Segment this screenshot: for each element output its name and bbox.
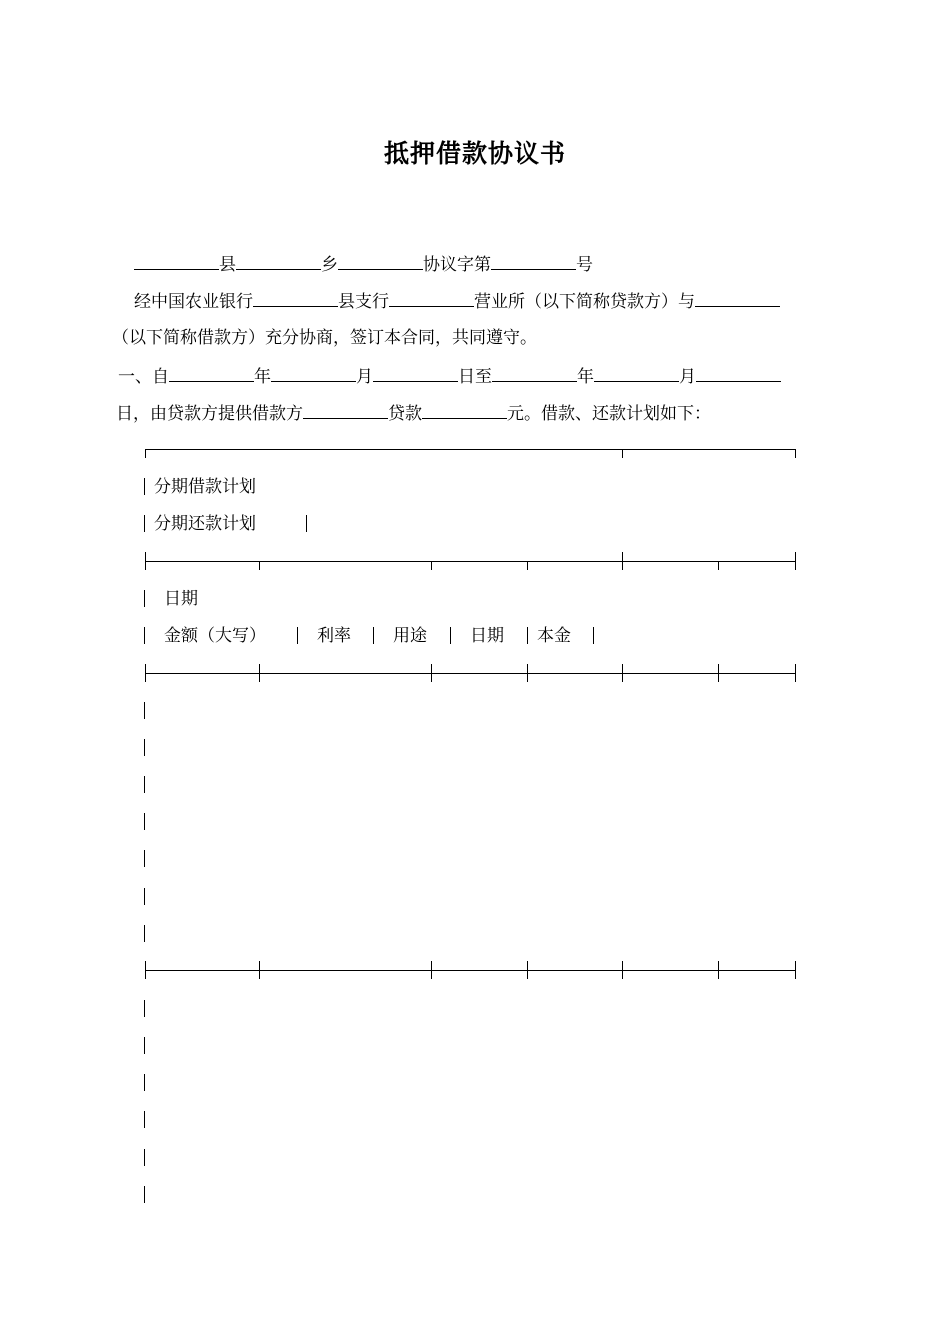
col-header-rate: 利率 bbox=[317, 626, 351, 646]
day-to-label: 日至 bbox=[458, 367, 492, 387]
empty-row-bar[interactable] bbox=[144, 1074, 145, 1091]
sep-tick bbox=[145, 552, 146, 570]
empty-row-bar[interactable] bbox=[144, 850, 145, 867]
clause-1-line-2-prefix: 日，由贷款方提供借款方 bbox=[116, 404, 303, 424]
empty-row-bar[interactable] bbox=[144, 1186, 145, 1203]
row-bar bbox=[144, 515, 145, 532]
amount-suffix: 元。借款、还款计划如下： bbox=[507, 404, 711, 424]
office-label: 营业所（以下简称贷款方）与 bbox=[474, 292, 695, 312]
county-branch-label: 县支行 bbox=[338, 292, 389, 312]
empty-row-bar[interactable] bbox=[144, 1149, 145, 1166]
table-top-border bbox=[145, 449, 795, 450]
sep-tick bbox=[718, 561, 719, 570]
empty-row-bar[interactable] bbox=[144, 925, 145, 942]
sep-tick bbox=[795, 552, 796, 570]
clause-1-prefix: 一、自 bbox=[118, 367, 169, 387]
year-label-2: 年 bbox=[577, 367, 594, 387]
agreement-no-suffix: 号 bbox=[576, 255, 593, 275]
col-header-use: 用途 bbox=[393, 626, 427, 646]
sep-tick bbox=[259, 664, 260, 682]
row-bar bbox=[144, 478, 145, 495]
sep-tick bbox=[622, 552, 623, 570]
sep-tick bbox=[431, 561, 432, 570]
table-separator-1 bbox=[145, 561, 795, 562]
row-bar bbox=[144, 590, 145, 607]
sep-tick bbox=[622, 664, 623, 682]
sep-tick bbox=[622, 961, 623, 979]
sep-tick bbox=[718, 961, 719, 979]
col-header-date: 日期 bbox=[164, 589, 198, 609]
sep-tick bbox=[145, 664, 146, 682]
loan-label: 贷款 bbox=[388, 404, 422, 424]
empty-row-bar[interactable] bbox=[144, 702, 145, 719]
row-bar bbox=[450, 627, 451, 644]
table-separator-3 bbox=[145, 970, 795, 971]
sep-tick bbox=[259, 961, 260, 979]
document-title: 抵押借款协议书 bbox=[383, 139, 566, 168]
table-corner-tm bbox=[622, 449, 623, 458]
sep-tick bbox=[527, 561, 528, 570]
sep-tick bbox=[431, 961, 432, 979]
sep-tick bbox=[431, 664, 432, 682]
empty-row-bar[interactable] bbox=[144, 739, 145, 756]
row-bar bbox=[527, 627, 528, 644]
township-label: 乡 bbox=[321, 255, 338, 275]
sep-tick bbox=[259, 561, 260, 570]
row-bar bbox=[306, 515, 307, 532]
col-header-date-2: 日期 bbox=[470, 626, 504, 646]
repay-plan-header: 分期还款计划 bbox=[154, 514, 256, 534]
sep-tick bbox=[527, 961, 528, 979]
row-bar bbox=[373, 627, 374, 644]
table-corner-tr bbox=[795, 449, 796, 458]
sep-tick bbox=[527, 664, 528, 682]
empty-row-bar[interactable] bbox=[144, 1037, 145, 1054]
empty-row-bar[interactable] bbox=[144, 1000, 145, 1017]
bank-label: 经中国农业银行 bbox=[134, 292, 253, 312]
year-label-1: 年 bbox=[254, 367, 271, 387]
county-label: 县 bbox=[219, 255, 236, 275]
empty-row-bar[interactable] bbox=[144, 1111, 145, 1128]
sep-tick bbox=[145, 961, 146, 979]
sep-tick bbox=[795, 961, 796, 979]
empty-row-bar[interactable] bbox=[144, 813, 145, 830]
table-corner-tl bbox=[145, 449, 146, 458]
sep-tick bbox=[795, 664, 796, 682]
table-separator-2 bbox=[145, 673, 795, 674]
col-header-amount: 金额（大写） bbox=[164, 626, 266, 646]
empty-row-bar[interactable] bbox=[144, 888, 145, 905]
month-label-1: 月 bbox=[356, 367, 373, 387]
borrow-plan-header: 分期借款计划 bbox=[154, 477, 256, 497]
agreement-no-prefix: 协议字第 bbox=[423, 255, 491, 275]
col-header-principal: 本金 bbox=[537, 626, 571, 646]
empty-row-bar[interactable] bbox=[144, 776, 145, 793]
month-label-2: 月 bbox=[679, 367, 696, 387]
sep-tick bbox=[718, 664, 719, 682]
intro-line-2: （以下简称借款方）充分协商，签订本合同，共同遵守。 bbox=[112, 328, 537, 348]
row-bar bbox=[593, 627, 594, 644]
row-bar bbox=[144, 627, 145, 644]
row-bar bbox=[297, 627, 298, 644]
